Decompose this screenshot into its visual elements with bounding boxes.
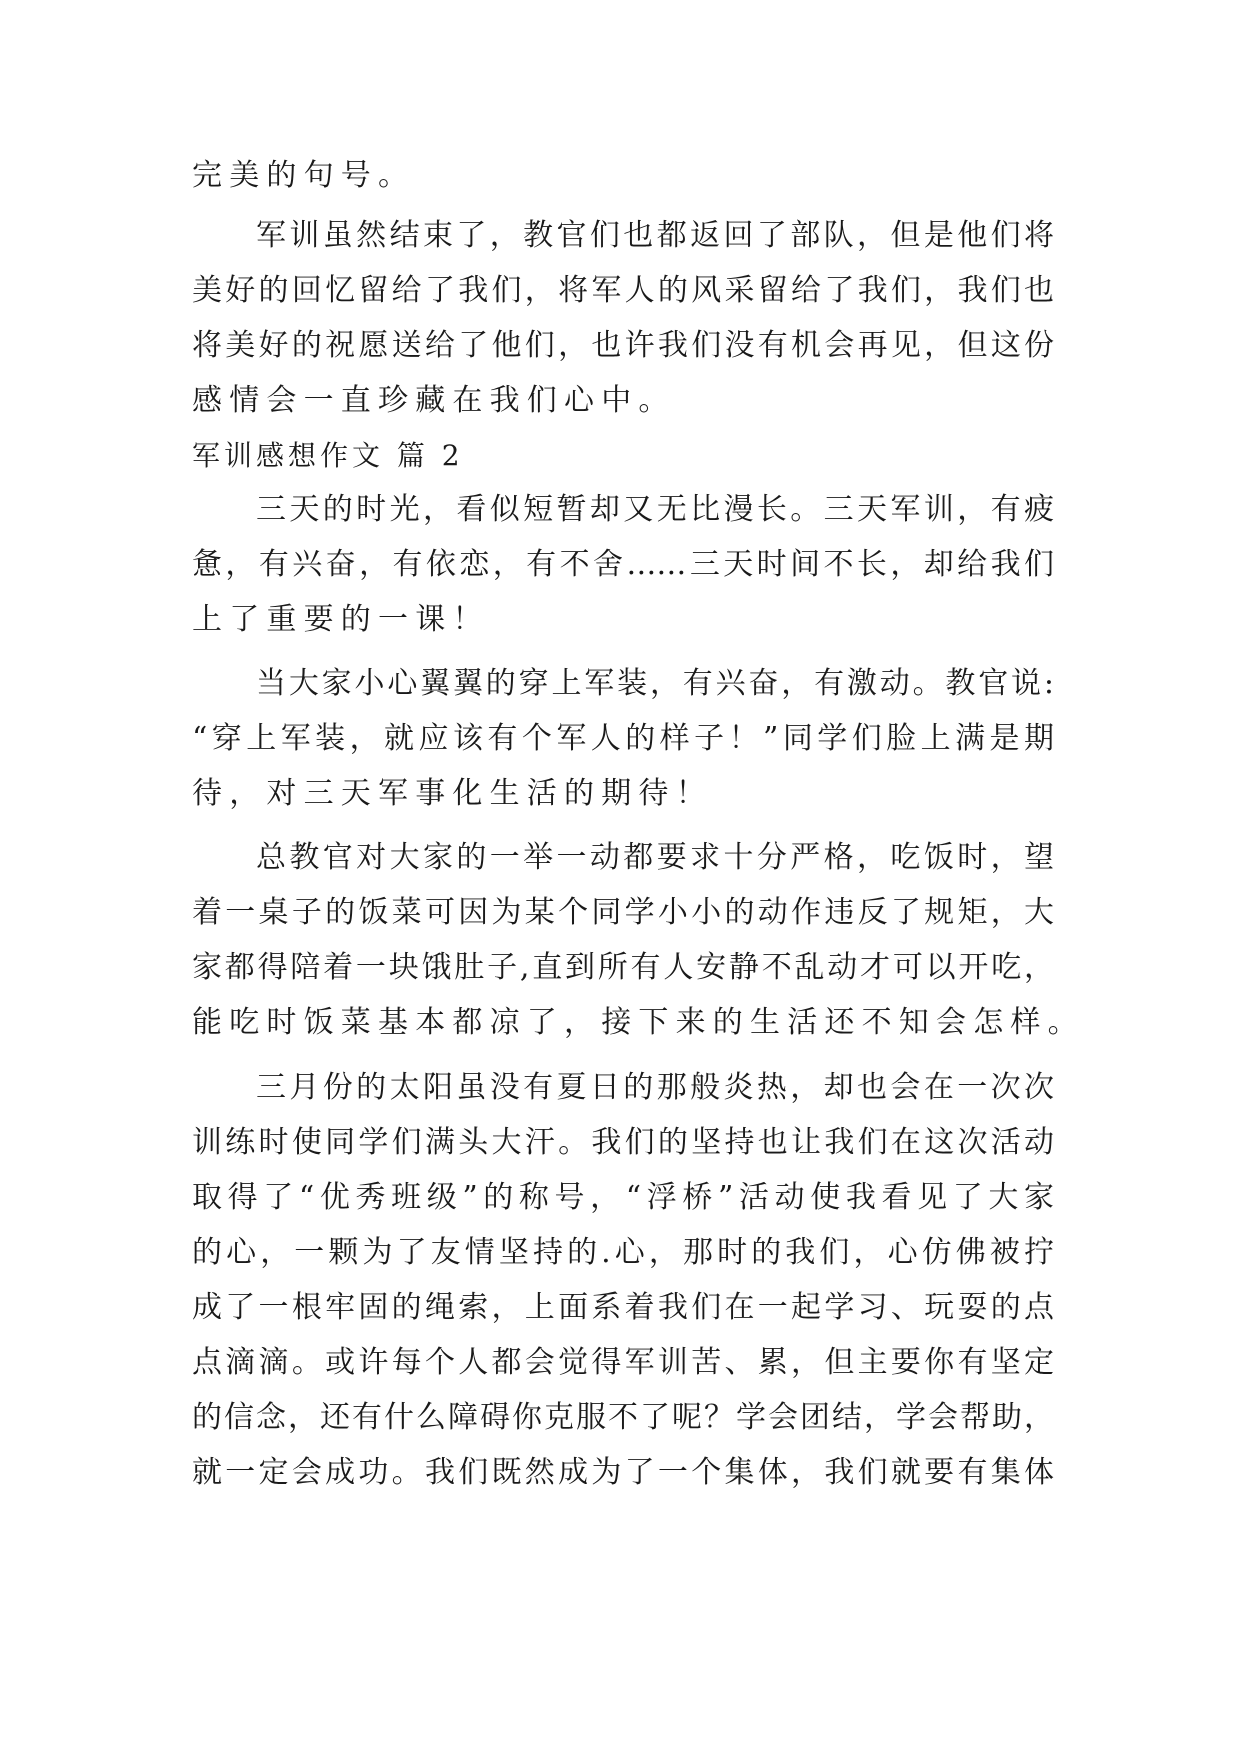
text-line: 总教官对大家的一举一动都要求十分严格，吃饭时，望 xyxy=(256,840,1054,875)
text-line: 三天的时光，看似短暂却又无比漫长。三天军训，有疲 xyxy=(256,492,1054,527)
text-line: 完美的句号。 xyxy=(192,158,416,193)
text-line: 感情会一直珍藏在我们心中。 xyxy=(192,383,676,418)
text-line: 惫，有兴奋，有依恋，有不舍……三天时间不长，却给我们 xyxy=(192,547,1054,582)
text-line: 就一定会成功。我们既然成为了一个集体，我们就要有集体 xyxy=(192,1455,1054,1490)
text-line: 美好的回忆留给了我们，将军人的风采留给了我们，我们也 xyxy=(192,273,1054,308)
text-line: 三月份的太阳虽没有夏日的那般炎热，却也会在一次次 xyxy=(256,1070,1054,1105)
text-line: 上了重要的一课！ xyxy=(192,602,490,637)
text-line: 的信念，还有什么障碍你克服不了呢？学会团结，学会帮助， xyxy=(192,1400,1054,1435)
text-line: 的心，一颗为了友情坚持的.心，那时的我们，心仿佛被拧 xyxy=(192,1235,1054,1270)
section-heading: 军训感想作文 篇 2 xyxy=(192,439,464,472)
text-line: 点滴滴。或许每个人都会觉得军训苦、累，但主要你有坚定 xyxy=(192,1345,1054,1380)
text-line: 家都得陪着一块饿肚子,直到所有人安静不乱动才可以开吃， xyxy=(192,950,1054,985)
text-line: 能吃时饭菜基本都凉了，接下来的生活还不知会怎样。 xyxy=(192,1005,1085,1040)
text-line: “穿上军装，就应该有个军人的样子！”同学们脸上满是期 xyxy=(192,721,1054,756)
text-line: 当大家小心翼翼的穿上军装，有兴奋，有激动。教官说: xyxy=(256,666,1054,701)
text-line: 军训虽然结束了，教官们也都返回了部队，但是他们将 xyxy=(256,218,1054,253)
text-line: 将美好的祝愿送给了他们，也许我们没有机会再见，但这份 xyxy=(192,328,1054,363)
text-line: 训练时使同学们满头大汗。我们的坚持也让我们在这次活动 xyxy=(192,1125,1054,1160)
text-line: 取得了“优秀班级”的称号，“浮桥”活动使我看见了大家 xyxy=(192,1180,1054,1215)
text-line: 待，对三天军事化生活的期待！ xyxy=(192,776,713,811)
text-line: 成了一根牢固的绳索，上面系着我们在一起学习、玩耍的点 xyxy=(192,1290,1054,1325)
text-line: 着一桌子的饭菜可因为某个同学小小的动作违反了规矩，大 xyxy=(192,895,1054,930)
